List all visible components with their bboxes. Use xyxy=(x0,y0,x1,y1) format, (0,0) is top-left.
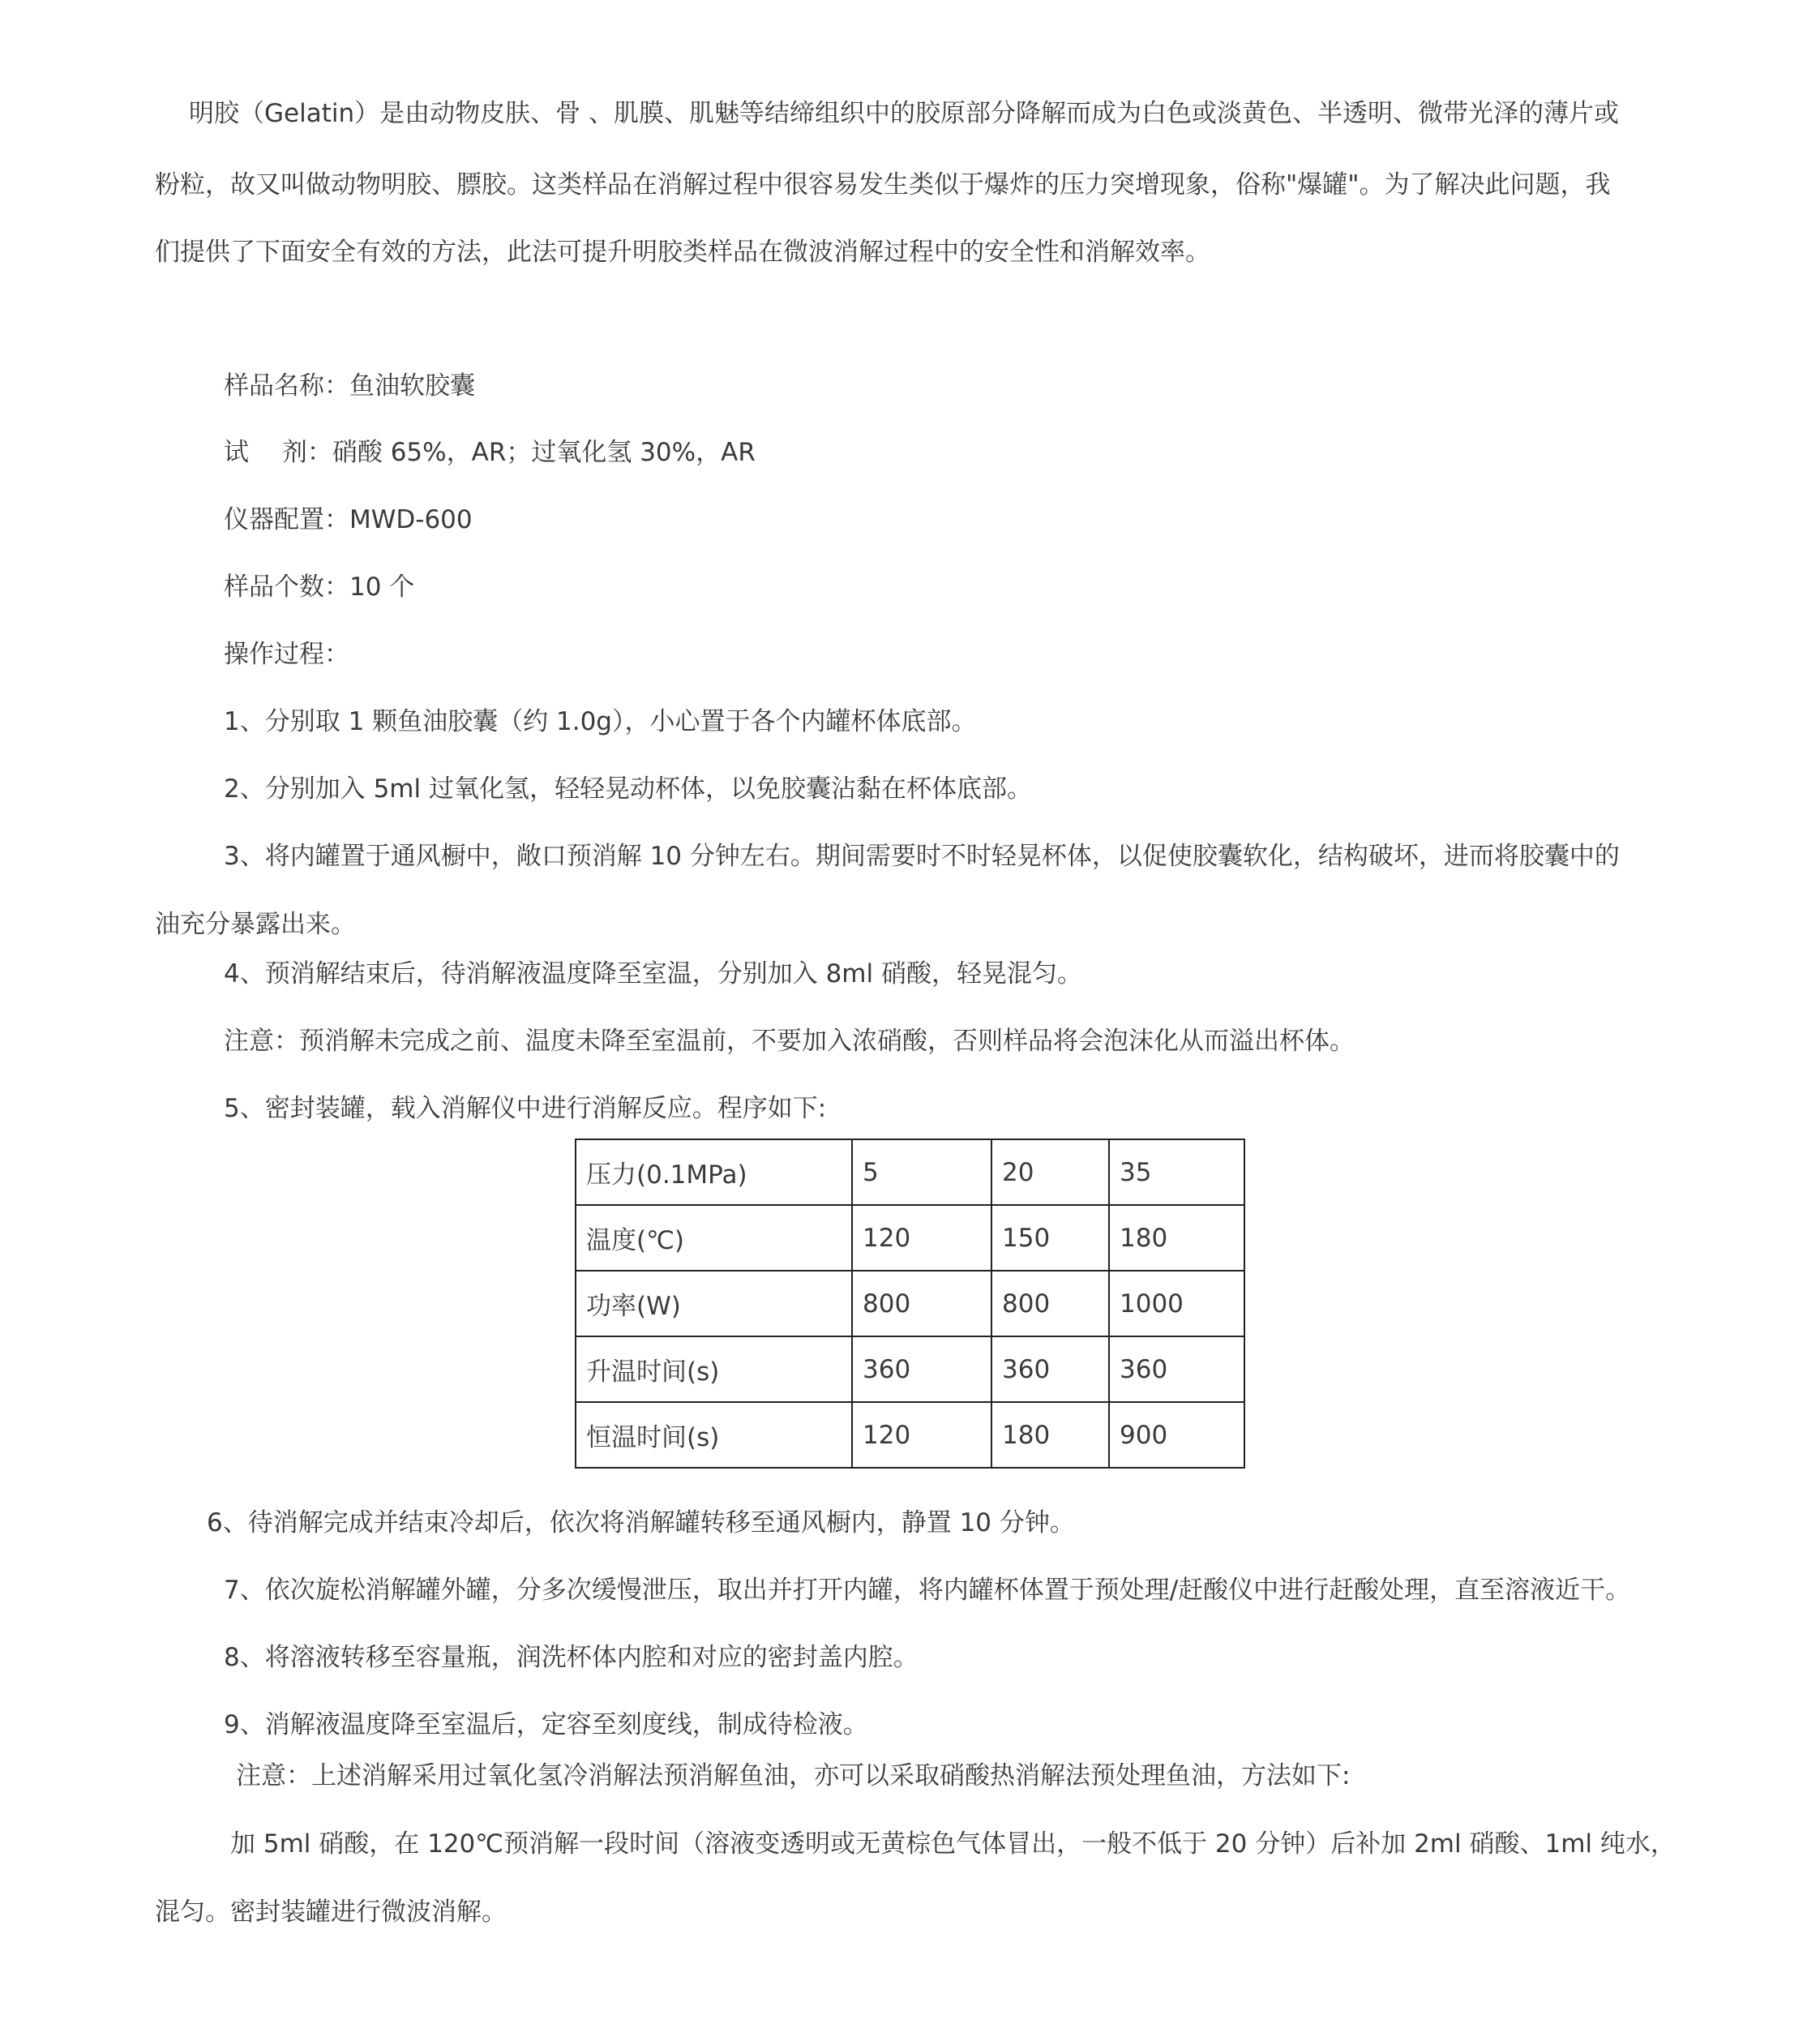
table-cell: 180 xyxy=(991,1402,1109,1468)
table-row xyxy=(576,1205,1244,1271)
table-cell: 360 xyxy=(991,1336,1109,1402)
step-9: 9、消解液温度降至室温后，定容至刻度线，制成待检液。 xyxy=(224,1710,868,1739)
intro-line-2: 粉粒，故又叫做动物明胶、膘胶。这类样品在消解过程中很容易发生类似于爆炸的压力突增现象，俗称"爆罐"。为了解决此问题，我 xyxy=(155,170,1611,199)
table-cell: 温度(℃) xyxy=(576,1205,852,1271)
note-2: 注意：上述消解采用过氧化氢冷消解法预消解鱼油，亦可以采取硝酸热消解法预处理鱼油，方法如下: xyxy=(236,1761,1351,1790)
note-1: 注意：预消解未完成之前、温度未降至室温前，不要加入浓硝酸，否则样品将会泡沫化从而溢出杯体。 xyxy=(224,1027,1355,1056)
table-cell: 180 xyxy=(1109,1205,1244,1271)
step-6: 6、待消解完成并结束冷却后，依次将消解罐转移至通风橱内，静置 10 分钟。 xyxy=(207,1508,1075,1537)
intro-line-1: 明胶（Gelatin）是由动物皮肤、骨 、肌膜、肌魅等结缔组织中的胶原部分降解而成为白色或淡黄色、半透明、微带光泽的薄片或 xyxy=(189,99,1619,128)
step-5: 5、密封装罐，载入消解仪中进行消解反应。程序如下: xyxy=(224,1094,827,1123)
table-cell: 20 xyxy=(991,1139,1109,1205)
instrument: 仪器配置：MWD-600 xyxy=(224,505,473,534)
sample-count: 样品个数：10 个 xyxy=(224,573,415,602)
intro-line-3: 们提供了下面安全有效的方法，此法可提升明胶类样品在微波消解过程中的安全性和消解效率。 xyxy=(155,238,1210,267)
step-8: 8、将溶液转移至容量瓶，润洗杯体内腔和对应的密封盖内腔。 xyxy=(224,1643,919,1672)
table-cell: 800 xyxy=(991,1271,1109,1336)
table-row xyxy=(576,1336,1244,1402)
table-cell: 120 xyxy=(852,1205,991,1271)
step-3-line-1: 3、将内罐置于通风橱中，敞口预消解 10 分钟左右。期间需要时不时轻晃杯体，以促使胶囊软化，结构破坏，进而将胶囊中的 xyxy=(224,842,1620,871)
table-cell: 功率(W) xyxy=(576,1271,852,1336)
table-cell: 150 xyxy=(991,1205,1109,1271)
table-row xyxy=(576,1139,1244,1205)
table-row xyxy=(576,1271,1244,1336)
step-4: 4、预消解结束后，待消解液温度降至室温，分别加入 8ml 硝酸，轻晃混匀。 xyxy=(224,959,1082,988)
step-1: 1、分别取 1 颗鱼油胶囊（约 1.0g），小心置于各个内罐杯体底部。 xyxy=(224,707,977,736)
table-cell: 800 xyxy=(852,1271,991,1336)
table-cell: 压力(0.1MPa) xyxy=(576,1139,852,1205)
table-row xyxy=(576,1402,1244,1468)
table-cell: 5 xyxy=(852,1139,991,1205)
alt-method-line-1: 加 5ml 硝酸，在 120℃预消解一段时间（溶液变透明或无黄棕色气体冒出，一般不低于 20 分钟）后补加 2ml 硝酸、1ml 纯水， xyxy=(230,1829,1676,1859)
step-7: 7、依次旋松消解罐外罐，分多次缓慢泄压，取出并打开内罐，将内罐杯体置于预处理/赶酸仪中进行赶酸处理，直至溶液近干。 xyxy=(224,1576,1631,1605)
procedure-title: 操作过程： xyxy=(224,640,349,669)
table-cell: 360 xyxy=(852,1336,991,1402)
sample-name: 样品名称：鱼油软胶囊 xyxy=(224,371,475,401)
table-cell: 35 xyxy=(1109,1139,1244,1205)
alt-method-line-2: 混匀。密封装罐进行微波消解。 xyxy=(155,1898,507,1927)
step-2: 2、分别加入 5ml 过氧化氢，轻轻晃动杯体，以免胶囊沾黏在杯体底部。 xyxy=(224,774,1032,804)
reagent: 试 剂：硝酸 65%，AR；过氧化氢 30%，AR xyxy=(224,438,756,467)
table-cell: 360 xyxy=(1109,1336,1244,1402)
step-3-line-2: 油充分暴露出来。 xyxy=(155,910,356,939)
table-cell: 升温时间(s) xyxy=(576,1336,852,1402)
table-cell: 120 xyxy=(852,1402,991,1468)
table-cell: 1000 xyxy=(1109,1271,1244,1336)
table-cell: 恒温时间(s) xyxy=(576,1402,852,1468)
table-cell: 900 xyxy=(1109,1402,1244,1468)
program-table xyxy=(575,1139,1245,1469)
